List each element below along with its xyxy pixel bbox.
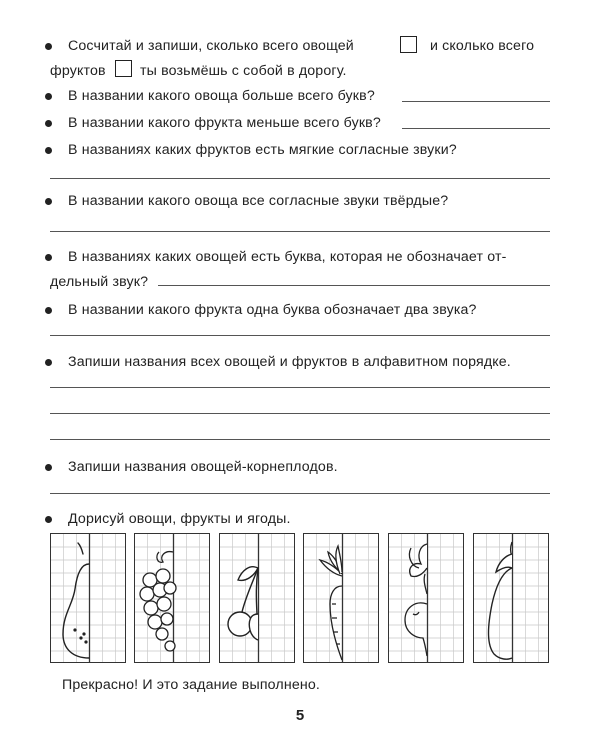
answer-line[interactable] — [402, 128, 550, 129]
vegetables-count-box[interactable] — [400, 36, 417, 53]
question-1-line2-a: фруктов — [50, 63, 106, 79]
bullet — [45, 464, 52, 471]
carrot-icon — [320, 546, 342, 660]
question-6-text: В названиях каких овощей есть буква, которая не обозначает от- — [68, 249, 507, 265]
question-9-text: Запиши названия овощей-корнеплодов. — [68, 459, 338, 475]
question-3-text: В названии какого фрукта меньше всего букв? — [68, 115, 381, 131]
answer-line[interactable] — [50, 178, 550, 179]
bullet — [45, 359, 52, 366]
question-2-text: В названии какого овоща больше всего букв? — [68, 88, 375, 104]
question-8-text: Запиши названия всех овощей и фруктов в алфавитном порядке. — [68, 354, 511, 370]
bullet — [45, 147, 52, 154]
question-1-line2-b: ты возьмёшь с собой в дорогу. — [140, 63, 347, 79]
question-10-text: Дорисуй овощи, фрукты и ягоды. — [68, 511, 291, 527]
drawing-tile-eggplant[interactable] — [473, 533, 549, 663]
question-7-text: В названии какого фрукта одна буква обозначает два звука? — [68, 302, 477, 318]
question-1-text-cont: и сколько всего — [430, 38, 535, 54]
bullet — [45, 43, 52, 50]
drawing-tile-grapes[interactable] — [134, 533, 210, 663]
question-1-text: Сосчитай и запиши, сколько всего овощей — [68, 38, 354, 54]
answer-line[interactable] — [50, 231, 550, 232]
drawing-tile-pear[interactable] — [50, 533, 126, 663]
bullet — [45, 93, 52, 100]
answer-line[interactable] — [50, 439, 550, 440]
bullet — [45, 198, 52, 205]
answer-line[interactable] — [402, 101, 550, 102]
drawing-tile-beet[interactable] — [388, 533, 464, 663]
bullet — [45, 307, 52, 314]
answer-line[interactable] — [50, 335, 550, 336]
beet-icon — [405, 544, 427, 656]
page-number: 5 — [295, 707, 305, 724]
answer-line[interactable] — [50, 387, 550, 388]
drawing-tile-carrot[interactable] — [303, 533, 379, 663]
answer-line[interactable] — [50, 493, 550, 494]
fruits-count-box[interactable] — [115, 60, 132, 77]
bullet — [45, 254, 52, 261]
question-5-text: В названии какого овоща все согласные звуки твёрдые? — [68, 193, 449, 209]
question-4-text: В названиях каких фруктов есть мягкие согласные звуки? — [68, 142, 457, 158]
grapes-icon — [140, 552, 176, 651]
bullet — [45, 120, 52, 127]
answer-line[interactable] — [50, 413, 550, 414]
eggplant-icon — [489, 542, 513, 659]
answer-line[interactable] — [158, 285, 550, 286]
bullet — [45, 516, 52, 523]
question-6-text-cont: дельный звук? — [50, 274, 149, 290]
drawing-tile-cherry[interactable] — [219, 533, 295, 663]
footer-text: Прекрасно! И это задание выполнено. — [62, 677, 320, 693]
